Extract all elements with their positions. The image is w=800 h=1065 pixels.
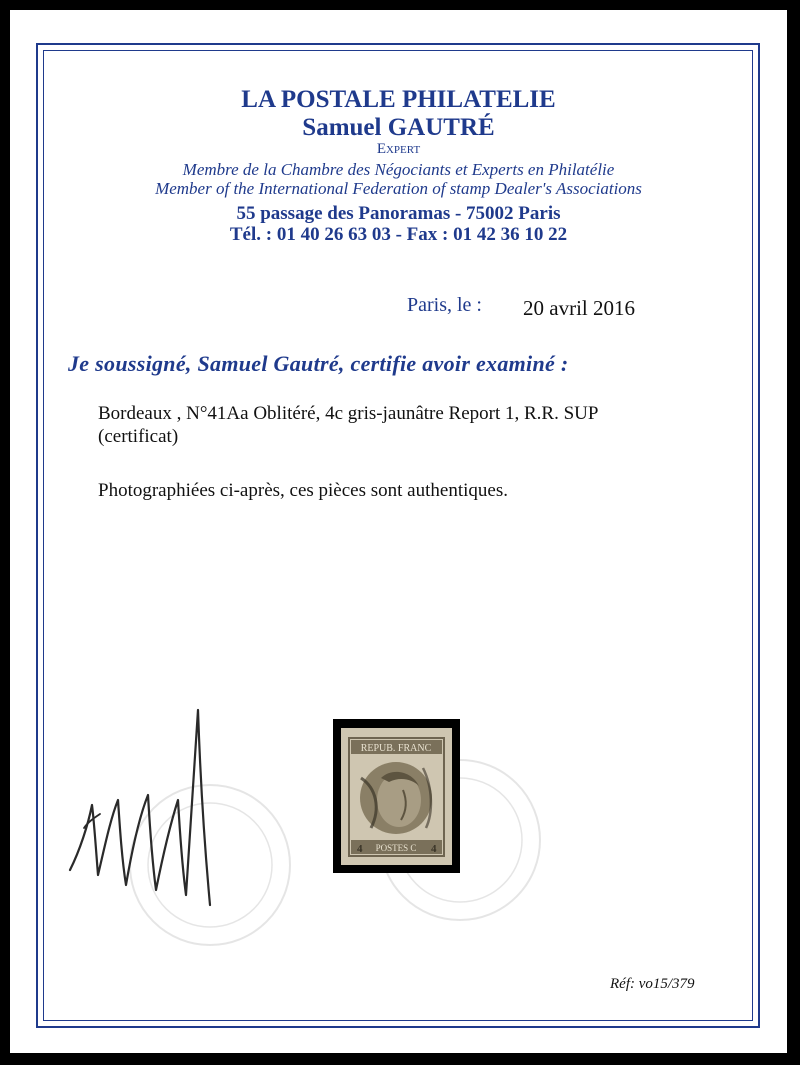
membership-fr: Membre de la Chambre des Négociants et Experts en Philatélie — [182, 160, 615, 179]
postal-address: 55 passage des Panoramas - 75002 Paris — [236, 203, 561, 224]
ceres-stamp-image — [341, 728, 452, 865]
contact-numbers: Tél. : 01 40 26 63 03 - Fax : 01 42 36 10 22 — [229, 224, 568, 245]
expert-name: Samuel GAUTRÉ — [302, 114, 495, 141]
certification-statement: Je soussigné, Samuel Gautré, certifie avoir examiné : — [68, 351, 569, 376]
stamp-value-left: 4 — [357, 843, 363, 855]
expert-role: Expert — [376, 141, 421, 157]
item-description-continued: (certificat) — [98, 426, 179, 447]
organization-name: LA POSTALE PHILATELIE — [241, 86, 556, 113]
date-place-label: Paris, le : — [407, 294, 482, 316]
certificate-page — [10, 10, 787, 1053]
stamp-value-right: 4 — [431, 843, 437, 855]
authenticity-conclusion: Photographiées ci-après, ces pièces sont authentiques. — [98, 480, 508, 501]
membership-en: Member of the International Federation of stamp Dealer's Associations — [155, 179, 642, 198]
stamp-bottom-text: POSTES C — [375, 843, 417, 853]
expert-signature — [60, 700, 230, 930]
certificate-reference: Réf: vo15/379 — [610, 976, 695, 992]
item-description: Bordeaux , N°41Aa Oblitéré, 4c gris-jaunâtre Report 1, R.R. SUP — [98, 403, 599, 424]
stamp-top-text: REPUB. FRANC — [360, 743, 432, 754]
certificate-date: 20 avril 2016 — [523, 296, 635, 320]
stamp-photo — [341, 728, 452, 865]
